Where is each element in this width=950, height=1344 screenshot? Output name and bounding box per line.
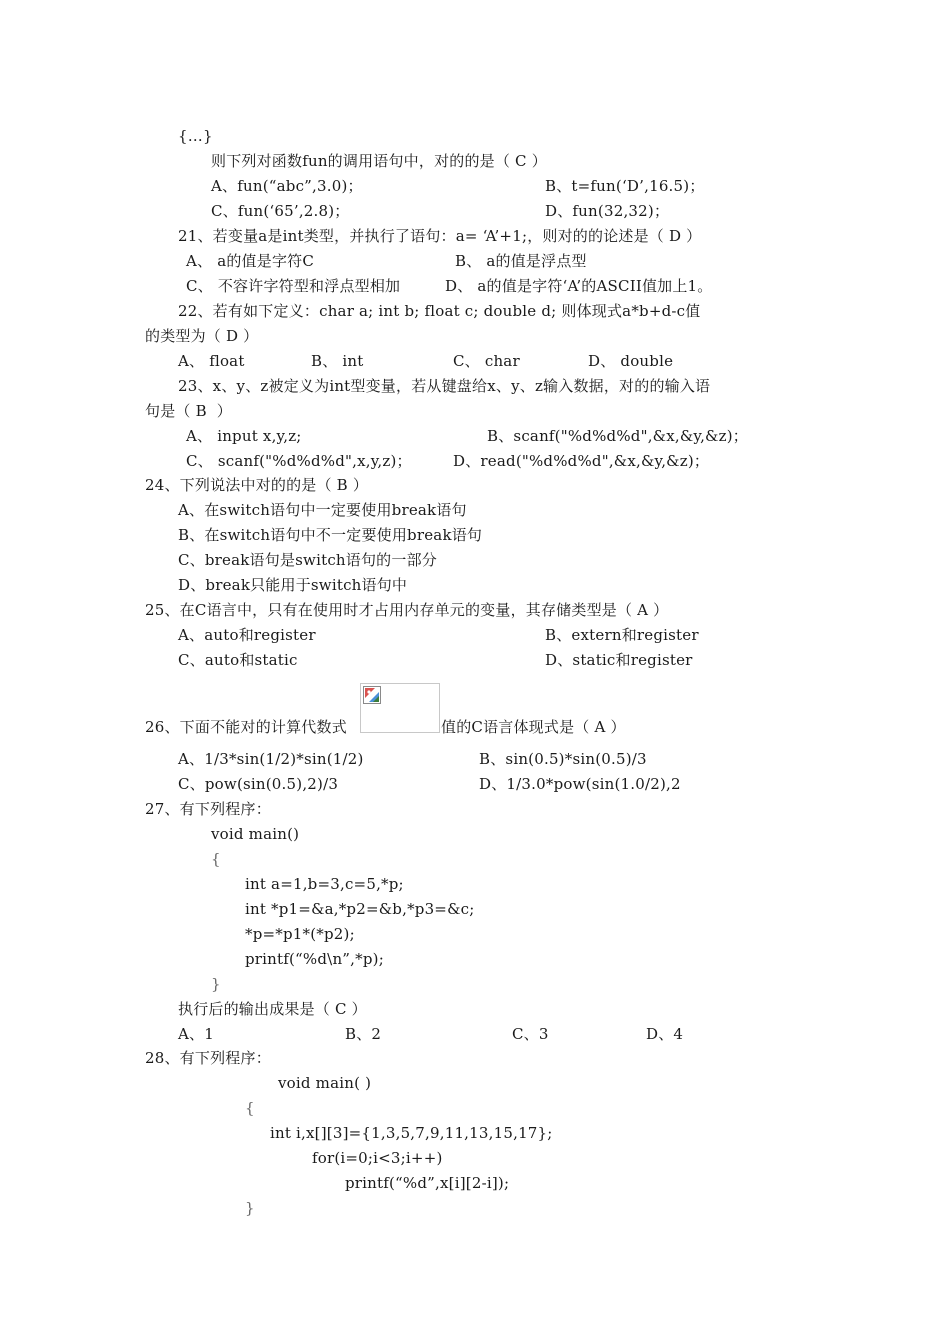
q20-option-b: B、t=fun(‘D’,16.5)； [545,177,705,195]
q27-code-line: void main() [211,825,300,843]
q28-code-line: for(i=0;i<3;i++) [312,1149,443,1167]
q28-code-line: } [245,1199,255,1217]
code-ellipsis: {…} [178,127,213,145]
q27-code-line: } [211,975,221,993]
q27-code-line: int a=1,b=3,c=5,*p; [245,875,404,893]
q21-option-d: D、 a的值是字符‘A’的ASCII值加上1。 [445,277,713,295]
q21-option-c: C、 不容许字符型和浮点型相加 [186,277,401,295]
q23-stem-cont: 句是（ B ） [145,402,232,420]
q25-stem: 25、在C语言中，只有在使用时才占用内存单元的变量，其存储类型是（ A ） [145,601,669,619]
q27-option-b: B、2 [345,1025,382,1043]
q20-option-c: C、fun(‘65’,2.8)； [211,202,350,220]
formula-image-placeholder [360,683,440,733]
q22-option-c: C、 char [453,352,520,370]
q27-question: 执行后的输出成果是（ C ） [178,1000,367,1018]
broken-image-icon [363,686,381,704]
q23-option-d: D、read("%d%d%d",&x,&y,&z)； [453,452,710,470]
q28-code-line: { [245,1099,255,1117]
q28-code-line: int i,x[][3]={1,3,5,7,9,11,13,15,17}; [270,1124,553,1142]
q24-option-c: C、break语句是switch语句的一部分 [178,551,437,569]
q20-stem: 则下列对函数fun的调用语句中，对的的是（ C ） [211,152,547,170]
q22-option-b: B、 int [311,352,364,370]
q23-option-a: A、 input x,y,z; [186,427,302,445]
q21-option-b: B、 a的值是浮点型 [455,252,587,270]
q28-code-line: printf(“%d”,x[i][2-i]); [345,1174,510,1192]
q27-code-line: printf(“%d\n”,*p); [245,950,384,968]
q23-stem: 23、x、y、z被定义为int型变量，若从键盘给x、y、z输入数据，对的的输入语 [178,377,711,395]
q26-option-b: B、sin(0.5)*sin(0.5)/3 [479,750,647,768]
q20-option-d: D、fun(32,32)； [545,202,670,220]
q21-option-a: A、 a的值是字符C [186,252,315,270]
q24-option-b: B、在switch语句中不一定要使用break语句 [178,526,483,544]
q27-option-c: C、3 [512,1025,549,1043]
q25-option-d: D、static和register [545,651,693,669]
q28-stem: 28、有下列程序： [145,1049,271,1067]
q27-option-d: D、4 [646,1025,684,1043]
q27-code-line: int *p1=&a,*p2=&b,*p3=&c; [245,900,475,918]
q22-stem-cont: 的类型为（ D ） [145,327,259,345]
q25-option-b: B、extern和register [545,626,699,644]
q27-code-line: { [211,850,221,868]
q24-option-d: D、break只能用于switch语句中 [178,576,408,594]
q28-code-line: void main( ) [278,1074,372,1092]
q24-stem: 24、下列说法中对的的是（ B ） [145,476,369,494]
q25-option-a: A、auto和register [178,626,316,644]
q25-option-c: C、auto和static [178,651,298,669]
q26-stem-after: 值的C语言体现式是（ A ） [441,718,626,736]
q27-option-a: A、1 [178,1025,214,1043]
q22-option-a: A、 float [178,352,245,370]
q22-option-d: D、 double [588,352,674,370]
q23-option-c: C、 scanf("%d%d%d",x,y,z)； [186,452,412,470]
q27-stem: 27、有下列程序： [145,800,271,818]
q26-option-a: A、1/3*sin(1/2)*sin(1/2) [178,750,364,768]
q20-option-a: A、fun(“abc”,3.0)； [211,177,363,195]
q26-stem-before: 26、下面不能对的计算代数式 [145,718,347,736]
q26-option-c: C、pow(sin(0.5),2)/3 [178,775,339,793]
q26-option-d: D、1/3.0*pow(sin(1.0/2),2 [479,775,681,793]
q27-code-line: *p=*p1*(*p2); [245,925,355,943]
q21-stem: 21、若变量a是int类型，并执行了语句：a= ‘A’+1;，则对的的论述是（ D ） [178,227,702,245]
q22-stem: 22、若有如下定义：char a; int b; float c; double d; 则体现式a*b+d-c值 [178,302,701,320]
q24-option-a: A、在switch语句中一定要使用break语句 [178,501,467,519]
q23-option-b: B、scanf("%d%d%d",&x,&y,&z)； [487,427,748,445]
